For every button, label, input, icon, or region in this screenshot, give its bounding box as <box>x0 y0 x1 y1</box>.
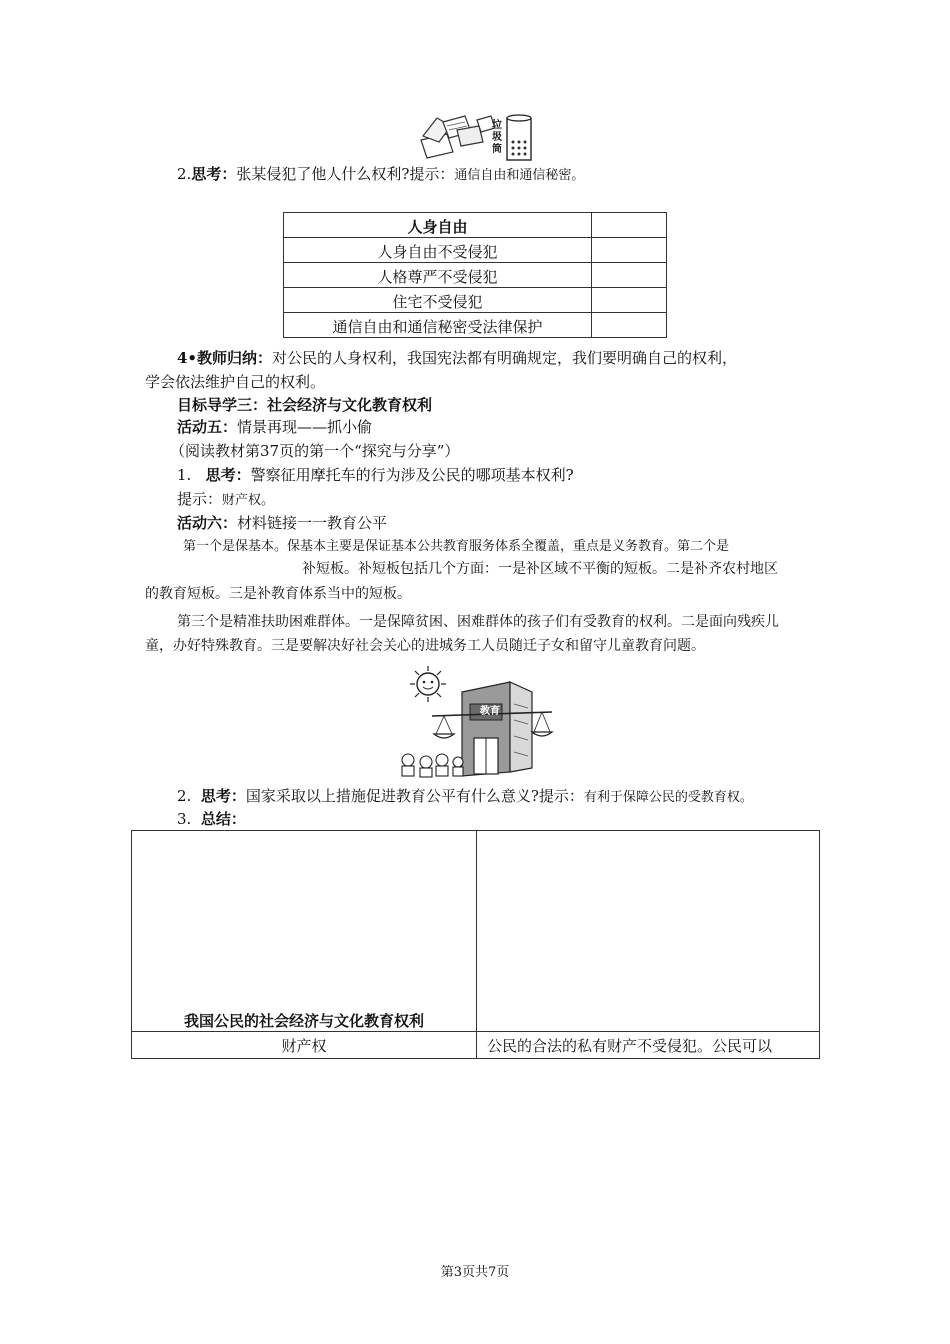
think-text: 国家采取以上措施促进教育公平有什么意义?提示： <box>245 787 584 805</box>
table-row <box>284 313 667 338</box>
material-p2-line1: 第三个是精准扶助困难群体。一是保障贫困、困难群体的孩子们有受教育的权利。二是面向残疾儿 <box>177 614 779 630</box>
hint-text: 财产权。 <box>222 493 275 508</box>
activity-text: 情景再现——抓小偷 <box>237 418 373 436</box>
bin-label: 垃圾筒 <box>492 120 502 155</box>
reading-note: （阅读教材第37页的第一个“探究与分享”） <box>170 442 460 460</box>
summary-num: 3. <box>177 810 192 828</box>
material-p1-line3: 的教育短板。三是补教育体系当中的短板。 <box>145 586 411 602</box>
activity-label: 活动五： <box>177 418 238 436</box>
summary-label: 总结： <box>200 810 246 828</box>
think-num: 2. <box>177 165 192 183</box>
table-header-cell: 人身自由 <box>284 213 592 238</box>
teacher-summary-line2: 学会依法维护自己的权利。 <box>145 373 326 391</box>
think-text: 警察征用摩托车的行为涉及公民的哪项基本权利? <box>250 466 574 484</box>
table-cell: 住宅不受侵犯 <box>284 288 592 313</box>
material-p1-line1: 第一个是保基本。保基本主要是保证基本公共教育服务体系全覆盖，重点是义务教育。第二个是 <box>183 539 730 554</box>
think-text: 张某侵犯了他人什么权利?提示： <box>236 165 455 183</box>
table-empty-cell <box>592 213 667 238</box>
table-row <box>284 213 667 238</box>
material-p1-line2: 补短板。补短板包括几个方面：一是补区域不平衡的短板。二是补齐农村地区 <box>302 561 778 577</box>
building-label: 教育 <box>480 706 500 717</box>
summary-label: 教师归纳： <box>197 349 273 367</box>
table-cell: 人身自由不受侵犯 <box>284 238 592 263</box>
table-empty-cell <box>592 288 667 313</box>
table-cell: 公民的合法的私有财产不受侵犯。公民可以 <box>477 1032 820 1059</box>
table-row <box>284 238 667 263</box>
think-num: 1. <box>177 466 192 484</box>
table-empty-cell <box>592 238 667 263</box>
summary-num: 4• <box>177 349 198 367</box>
material-p2-line2: 童，办好特殊教育。三是要解决好社会关心的进城务工人员随迁子女和留守儿童教育问题。 <box>145 638 705 654</box>
table-empty-cell <box>592 313 667 338</box>
think-question-2 <box>177 163 584 187</box>
think-hint: 通信自由和通信秘密。 <box>454 168 585 183</box>
personal-freedom-table <box>283 212 667 338</box>
think-label: 思考： <box>205 466 251 484</box>
summary-table <box>131 830 820 1059</box>
hint-line <box>177 488 274 512</box>
table-row <box>284 263 667 288</box>
think-label: 思考： <box>191 165 237 183</box>
activity-text: 材料链接一一教育公平 <box>237 514 388 532</box>
summary-text: 对公民的人身权利，我国宪法都有明确规定，我们要明确自己的权利， <box>272 349 738 367</box>
trash-bin-illustration <box>417 112 535 162</box>
think-question-1 <box>177 464 574 486</box>
think-question-2b <box>177 785 753 809</box>
table-row <box>284 288 667 313</box>
think-num: 2. <box>177 787 192 805</box>
table-empty-cell <box>592 263 667 288</box>
activity-label: 活动六： <box>177 514 238 532</box>
hint-label: 提示： <box>177 490 223 508</box>
table-row <box>132 1032 820 1059</box>
page-number: 第3页共7页 <box>440 1265 510 1280</box>
table-cell: 财产权 <box>132 1032 477 1059</box>
think-hint: 有利于保障公民的受教育权。 <box>583 790 753 805</box>
table-empty-cell <box>477 831 820 1032</box>
think-label: 思考： <box>200 787 246 805</box>
summary-table-title: 我国公民的社会经济与文化教育权利 <box>132 831 477 1032</box>
table-row <box>132 831 820 1032</box>
activity-6 <box>177 512 387 534</box>
summary-heading <box>177 808 246 830</box>
table-cell: 人格尊严不受侵犯 <box>284 263 592 288</box>
teacher-summary-line1 <box>177 347 737 369</box>
activity-5 <box>177 416 372 438</box>
education-fairness-illustration <box>392 664 560 780</box>
goal-heading: 目标导学三：社会经济与文化教育权利 <box>177 396 433 414</box>
table-cell: 通信自由和通信秘密受法律保护 <box>284 313 592 338</box>
